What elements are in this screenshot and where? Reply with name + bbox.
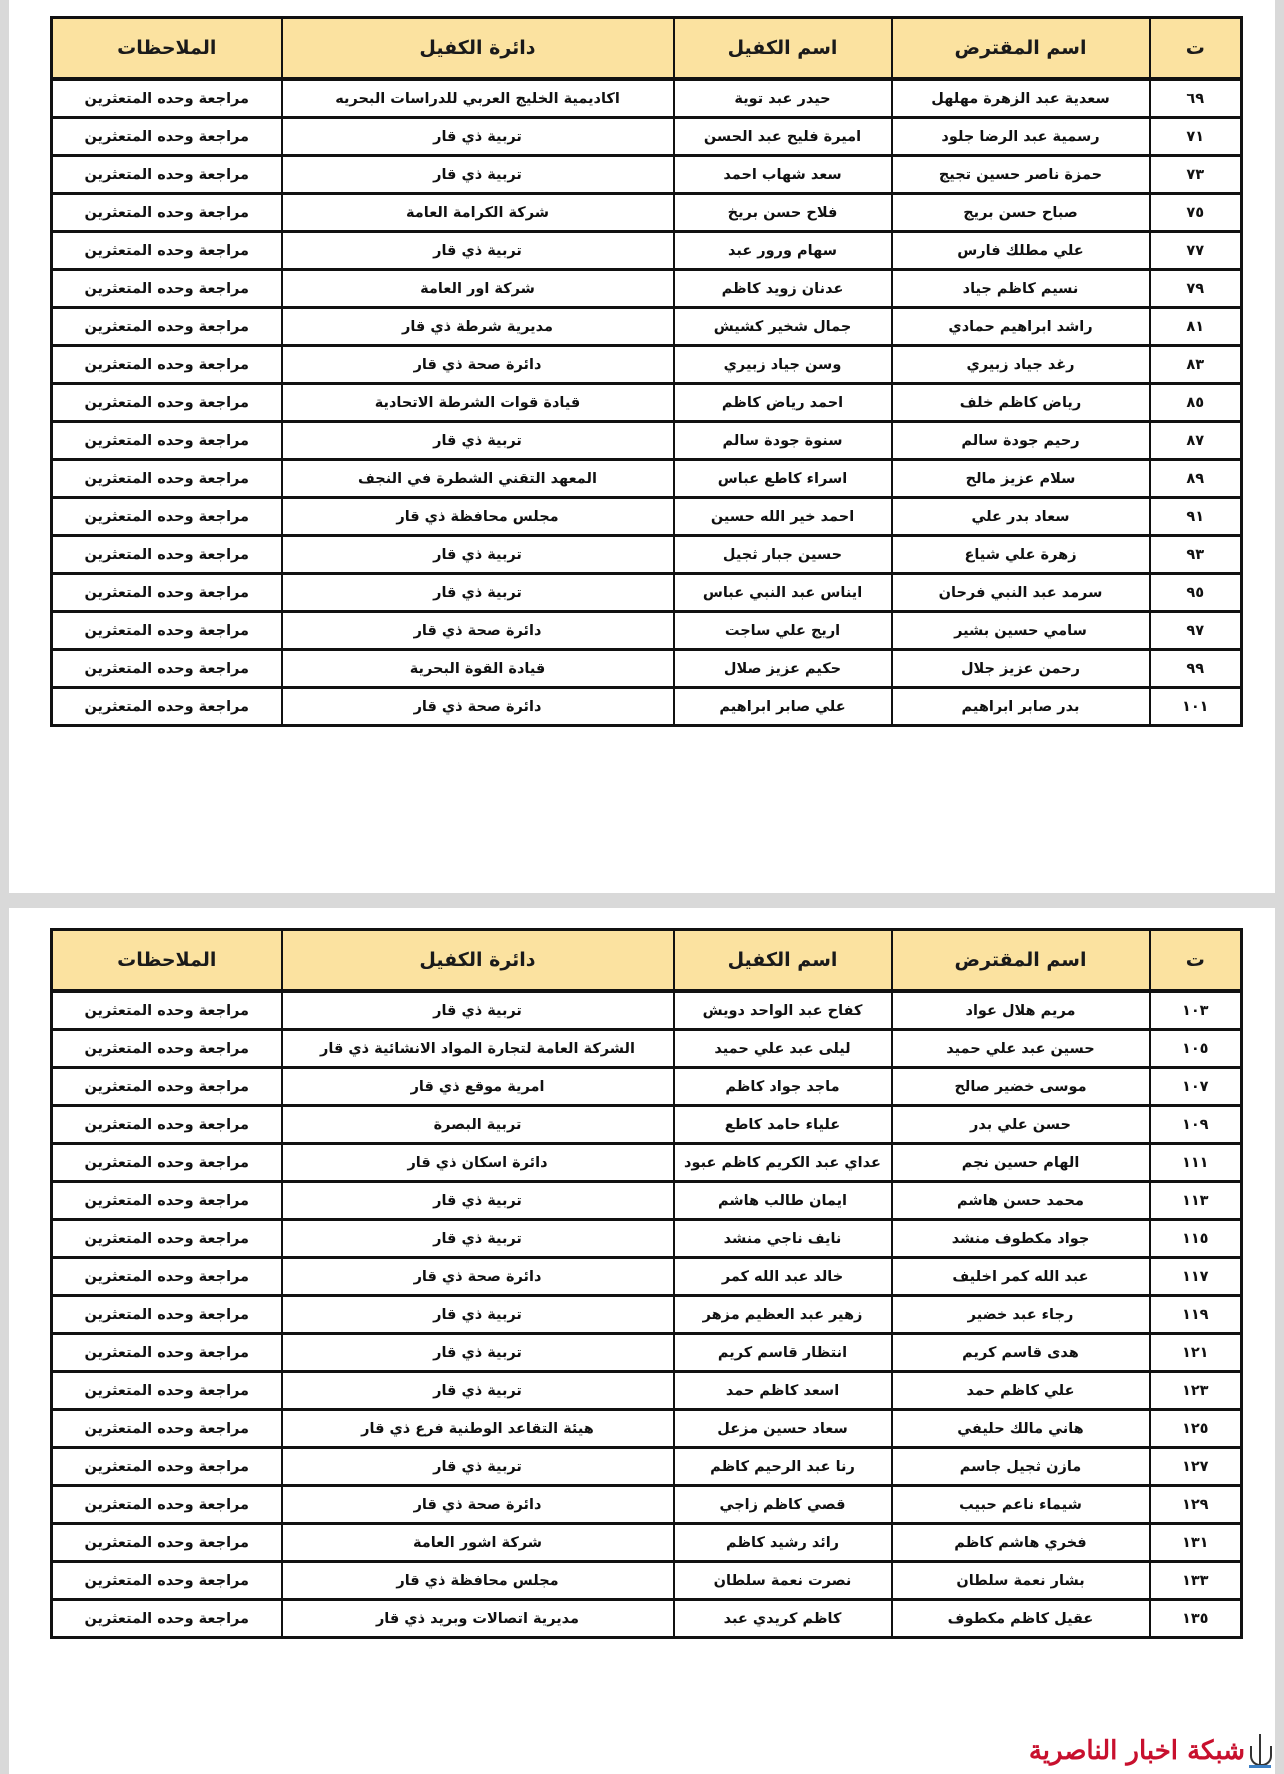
cell-no: ٦٩ xyxy=(1150,79,1242,118)
cell-guarantor-name: علياء حامد كاطع xyxy=(674,1106,892,1144)
table-row xyxy=(52,650,1242,688)
cell-guarantor-department: دائرة صحة ذي قار xyxy=(282,1258,674,1296)
cell-guarantor-name: سعاد حسين مزعل xyxy=(674,1410,892,1448)
cell-guarantor-department: تربية ذي قار xyxy=(282,1296,674,1334)
table-row xyxy=(52,1106,1242,1144)
document-page-1 xyxy=(9,0,1275,893)
cell-notes: مراجعة وحده المتعثرين xyxy=(52,1410,282,1448)
cell-borrower-name: هاني مالك حليفي xyxy=(892,1410,1150,1448)
cell-guarantor-name: ماجد جواد كاظم xyxy=(674,1068,892,1106)
cell-notes: مراجعة وحده المتعثرين xyxy=(52,270,282,308)
cell-guarantor-department: قيادة القوة البحرية xyxy=(282,650,674,688)
cell-notes: مراجعة وحده المتعثرين xyxy=(52,156,282,194)
cell-guarantor-department: شركة اشور العامة xyxy=(282,1524,674,1562)
cell-guarantor-department: امرية موقع ذي قار xyxy=(282,1068,674,1106)
column-header-department: دائرة الكفيل xyxy=(282,930,674,992)
cell-notes: مراجعة وحده المتعثرين xyxy=(52,1524,282,1562)
cell-guarantor-department: شركة اور العامة xyxy=(282,270,674,308)
table-row xyxy=(52,384,1242,422)
cell-guarantor-name: حكيم عزيز صلال xyxy=(674,650,892,688)
cell-guarantor-name: كفاح عبد الواحد دويش xyxy=(674,991,892,1030)
cell-notes: مراجعة وحده المتعثرين xyxy=(52,1144,282,1182)
cell-guarantor-department: تربية ذي قار xyxy=(282,574,674,612)
table-body xyxy=(52,79,1242,726)
cell-no: ١١١ xyxy=(1150,1144,1242,1182)
cell-borrower-name: فخري هاشم كاظم xyxy=(892,1524,1150,1562)
cell-guarantor-department: شركة الكرامة العامة xyxy=(282,194,674,232)
cell-guarantor-department: اكاديمية الخليج العربي للدراسات البحريه xyxy=(282,79,674,118)
cell-guarantor-name: احمد رياض كاظم xyxy=(674,384,892,422)
cell-borrower-name: سامي حسين بشير xyxy=(892,612,1150,650)
cell-guarantor-department: تربية ذي قار xyxy=(282,156,674,194)
cell-no: ١٢٣ xyxy=(1150,1372,1242,1410)
table-row xyxy=(52,194,1242,232)
cell-notes: مراجعة وحده المتعثرين xyxy=(52,991,282,1030)
cell-borrower-name: رياض كاظم خلف xyxy=(892,384,1150,422)
table-row xyxy=(52,1372,1242,1410)
column-header-guarantor: اسم الكفيل xyxy=(674,18,892,80)
cell-borrower-name: رجاء عبد خضير xyxy=(892,1296,1150,1334)
cell-guarantor-name: احمد خير الله حسين xyxy=(674,498,892,536)
borrowers-table-1 xyxy=(50,16,1243,727)
table-row xyxy=(52,498,1242,536)
cell-guarantor-department: تربية ذي قار xyxy=(282,232,674,270)
cell-no: ٧٧ xyxy=(1150,232,1242,270)
table-row xyxy=(52,1296,1242,1334)
table-row xyxy=(52,991,1242,1030)
table-row xyxy=(52,1334,1242,1372)
table-row xyxy=(52,118,1242,156)
cell-guarantor-name: حيدر عبد توية xyxy=(674,79,892,118)
cell-no: ١٠٧ xyxy=(1150,1068,1242,1106)
table-row xyxy=(52,1448,1242,1486)
cell-guarantor-department: تربية ذي قار xyxy=(282,991,674,1030)
cell-no: ١٢٥ xyxy=(1150,1410,1242,1448)
cell-guarantor-name: رنا عبد الرحيم كاظم xyxy=(674,1448,892,1486)
minaret-logo-icon xyxy=(1249,1734,1271,1768)
table-row xyxy=(52,460,1242,498)
cell-no: ١٠٥ xyxy=(1150,1030,1242,1068)
cell-notes: مراجعة وحده المتعثرين xyxy=(52,498,282,536)
column-header-department: دائرة الكفيل xyxy=(282,18,674,80)
cell-notes: مراجعة وحده المتعثرين xyxy=(52,422,282,460)
table-body xyxy=(52,991,1242,1638)
cell-guarantor-name: سهام ورور عبد xyxy=(674,232,892,270)
document-page-2 xyxy=(9,908,1275,1774)
cell-guarantor-department: دائرة صحة ذي قار xyxy=(282,346,674,384)
cell-notes: مراجعة وحده المتعثرين xyxy=(52,1372,282,1410)
table-row xyxy=(52,1220,1242,1258)
table-row xyxy=(52,270,1242,308)
cell-notes: مراجعة وحده المتعثرين xyxy=(52,650,282,688)
cell-guarantor-department: تربية ذي قار xyxy=(282,536,674,574)
cell-notes: مراجعة وحده المتعثرين xyxy=(52,1296,282,1334)
cell-notes: مراجعة وحده المتعثرين xyxy=(52,1258,282,1296)
table-row xyxy=(52,1258,1242,1296)
cell-no: ١٣١ xyxy=(1150,1524,1242,1562)
cell-guarantor-name: قصي كاظم زاجي xyxy=(674,1486,892,1524)
cell-no: ١٣٣ xyxy=(1150,1562,1242,1600)
cell-no: ٩٥ xyxy=(1150,574,1242,612)
table-row xyxy=(52,1524,1242,1562)
cell-guarantor-name: عداي عبد الكريم كاظم عبود xyxy=(674,1144,892,1182)
cell-notes: مراجعة وحده المتعثرين xyxy=(52,1562,282,1600)
cell-notes: مراجعة وحده المتعثرين xyxy=(52,194,282,232)
cell-notes: مراجعة وحده المتعثرين xyxy=(52,536,282,574)
table-row xyxy=(52,232,1242,270)
watermark-text: شبكة اخبار الناصرية xyxy=(1028,1736,1245,1766)
table-row xyxy=(52,422,1242,460)
cell-guarantor-department: تربية ذي قار xyxy=(282,1334,674,1372)
cell-guarantor-name: سعد شهاب احمد xyxy=(674,156,892,194)
cell-guarantor-department: تربية ذي قار xyxy=(282,1372,674,1410)
table-row xyxy=(52,1068,1242,1106)
cell-no: ١٣٥ xyxy=(1150,1600,1242,1638)
cell-notes: مراجعة وحده المتعثرين xyxy=(52,1030,282,1068)
cell-borrower-name: حسين عبد علي حميد xyxy=(892,1030,1150,1068)
table-row xyxy=(52,346,1242,384)
cell-notes: مراجعة وحده المتعثرين xyxy=(52,384,282,422)
cell-borrower-name: جواد مكطوف منشد xyxy=(892,1220,1150,1258)
cell-no: ٨٩ xyxy=(1150,460,1242,498)
cell-notes: مراجعة وحده المتعثرين xyxy=(52,1068,282,1106)
column-header-guarantor: اسم الكفيل xyxy=(674,930,892,992)
cell-guarantor-department: تربية ذي قار xyxy=(282,1182,674,1220)
cell-guarantor-name: حسين جبار ثجيل xyxy=(674,536,892,574)
cell-notes: مراجعة وحده المتعثرين xyxy=(52,1182,282,1220)
cell-guarantor-department: تربية ذي قار xyxy=(282,422,674,460)
cell-guarantor-department: الشركة العامة لتجارة المواد الانشائية ذي قار xyxy=(282,1030,674,1068)
table-row xyxy=(52,308,1242,346)
cell-guarantor-name: كاظم كريدي عبد xyxy=(674,1600,892,1638)
cell-borrower-name: رحمن عزيز جلال xyxy=(892,650,1150,688)
table-row xyxy=(52,612,1242,650)
cell-guarantor-name: وسن جياد زبيري xyxy=(674,346,892,384)
cell-guarantor-department: تربية ذي قار xyxy=(282,1448,674,1486)
table-row xyxy=(52,1486,1242,1524)
cell-notes: مراجعة وحده المتعثرين xyxy=(52,460,282,498)
table-row xyxy=(52,1144,1242,1182)
cell-borrower-name: حمزة ناصر حسين تجيج xyxy=(892,156,1150,194)
cell-guarantor-department: المعهد التقني الشطرة في النجف xyxy=(282,460,674,498)
cell-notes: مراجعة وحده المتعثرين xyxy=(52,1106,282,1144)
column-header-no: ت xyxy=(1150,18,1242,80)
table-row xyxy=(52,156,1242,194)
cell-guarantor-name: علي صابر ابراهيم xyxy=(674,688,892,726)
cell-borrower-name: رسمية عبد الرضا جلود xyxy=(892,118,1150,156)
cell-notes: مراجعة وحده المتعثرين xyxy=(52,232,282,270)
cell-notes: مراجعة وحده المتعثرين xyxy=(52,1486,282,1524)
cell-guarantor-department: قيادة قوات الشرطة الاتحادية xyxy=(282,384,674,422)
cell-borrower-name: مريم هلال عواد xyxy=(892,991,1150,1030)
cell-guarantor-name: اسراء كاطع عباس xyxy=(674,460,892,498)
cell-borrower-name: سرمد عبد النبي فرحان xyxy=(892,574,1150,612)
column-header-borrower: اسم المقترض xyxy=(892,18,1150,80)
cell-guarantor-name: سنوة جودة سالم xyxy=(674,422,892,460)
cell-guarantor-department: مديرية شرطة ذي قار xyxy=(282,308,674,346)
cell-notes: مراجعة وحده المتعثرين xyxy=(52,1600,282,1638)
cell-notes: مراجعة وحده المتعثرين xyxy=(52,612,282,650)
cell-guarantor-name: خالد عبد الله كمر xyxy=(674,1258,892,1296)
table-row xyxy=(52,688,1242,726)
cell-borrower-name: نسيم كاظم جياد xyxy=(892,270,1150,308)
cell-borrower-name: مازن ثجيل جاسم xyxy=(892,1448,1150,1486)
cell-guarantor-name: رائد رشيد كاظم xyxy=(674,1524,892,1562)
cell-no: ١١٥ xyxy=(1150,1220,1242,1258)
cell-borrower-name: رحيم جودة سالم xyxy=(892,422,1150,460)
cell-borrower-name: زهرة علي شياع xyxy=(892,536,1150,574)
cell-guarantor-department: دائرة صحة ذي قار xyxy=(282,688,674,726)
cell-no: ٨٧ xyxy=(1150,422,1242,460)
cell-notes: مراجعة وحده المتعثرين xyxy=(52,574,282,612)
cell-guarantor-name: ليلى عبد علي حميد xyxy=(674,1030,892,1068)
cell-no: ٨٣ xyxy=(1150,346,1242,384)
cell-no: ٧٥ xyxy=(1150,194,1242,232)
column-header-notes: الملاحظات xyxy=(52,930,282,992)
cell-borrower-name: عبد الله كمر اخليف xyxy=(892,1258,1150,1296)
cell-notes: مراجعة وحده المتعثرين xyxy=(52,308,282,346)
cell-guarantor-name: عدنان زويد كاظم xyxy=(674,270,892,308)
borrowers-table-2 xyxy=(50,928,1243,1639)
cell-guarantor-name: جمال شخير كشيش xyxy=(674,308,892,346)
table-row xyxy=(52,1562,1242,1600)
table-row xyxy=(52,1600,1242,1638)
cell-no: ١٠٣ xyxy=(1150,991,1242,1030)
cell-no: ١١٣ xyxy=(1150,1182,1242,1220)
table-header-row xyxy=(52,18,1242,80)
table-header-row xyxy=(52,930,1242,992)
cell-guarantor-name: نصرت نعمة سلطان xyxy=(674,1562,892,1600)
cell-borrower-name: حسن علي بدر xyxy=(892,1106,1150,1144)
cell-no: ٩٧ xyxy=(1150,612,1242,650)
table-row xyxy=(52,1182,1242,1220)
table-row xyxy=(52,79,1242,118)
cell-guarantor-name: ايمان طالب هاشم xyxy=(674,1182,892,1220)
cell-borrower-name: الهام حسين نجم xyxy=(892,1144,1150,1182)
table-row xyxy=(52,1030,1242,1068)
cell-borrower-name: علي مطلك فارس xyxy=(892,232,1150,270)
cell-no: ٧١ xyxy=(1150,118,1242,156)
cell-borrower-name: راشد ابراهيم حمادي xyxy=(892,308,1150,346)
cell-borrower-name: صباح حسن بريج xyxy=(892,194,1150,232)
cell-borrower-name: سعاد بدر علي xyxy=(892,498,1150,536)
cell-no: ١٢٩ xyxy=(1150,1486,1242,1524)
cell-guarantor-department: دائرة اسكان ذي قار xyxy=(282,1144,674,1182)
cell-notes: مراجعة وحده المتعثرين xyxy=(52,1334,282,1372)
cell-no: ١١٧ xyxy=(1150,1258,1242,1296)
cell-borrower-name: بشار نعمة سلطان xyxy=(892,1562,1150,1600)
cell-guarantor-name: فلاح حسن بريخ xyxy=(674,194,892,232)
cell-no: ١١٩ xyxy=(1150,1296,1242,1334)
cell-borrower-name: محمد حسن هاشم xyxy=(892,1182,1150,1220)
cell-guarantor-department: مجلس محافظة ذي قار xyxy=(282,1562,674,1600)
cell-no: ٩١ xyxy=(1150,498,1242,536)
cell-no: ١٢١ xyxy=(1150,1334,1242,1372)
cell-guarantor-name: انتظار قاسم كريم xyxy=(674,1334,892,1372)
cell-guarantor-department: تربية ذي قار xyxy=(282,1220,674,1258)
table-row xyxy=(52,1410,1242,1448)
cell-guarantor-name: نايف ناجي منشد xyxy=(674,1220,892,1258)
cell-borrower-name: شيماء ناعم حبيب xyxy=(892,1486,1150,1524)
cell-borrower-name: رغد جياد زبيري xyxy=(892,346,1150,384)
cell-notes: مراجعة وحده المتعثرين xyxy=(52,79,282,118)
cell-borrower-name: سلام عزيز مالح xyxy=(892,460,1150,498)
cell-guarantor-name: اميرة فليح عبد الحسن xyxy=(674,118,892,156)
cell-no: ١٠٩ xyxy=(1150,1106,1242,1144)
cell-guarantor-name: اريج علي ساجت xyxy=(674,612,892,650)
cell-no: ٧٣ xyxy=(1150,156,1242,194)
watermark xyxy=(1029,1734,1271,1768)
cell-guarantor-name: ايناس عبد النبي عباس xyxy=(674,574,892,612)
cell-no: ١٠١ xyxy=(1150,688,1242,726)
cell-borrower-name: موسى خضير صالح xyxy=(892,1068,1150,1106)
table-row xyxy=(52,574,1242,612)
cell-borrower-name: عقيل كاظم مكطوف xyxy=(892,1600,1150,1638)
table-row xyxy=(52,536,1242,574)
cell-guarantor-name: زهير عبد العظيم مزهر xyxy=(674,1296,892,1334)
cell-guarantor-name: اسعد كاظم حمد xyxy=(674,1372,892,1410)
cell-borrower-name: بدر صابر ابراهيم xyxy=(892,688,1150,726)
column-header-borrower: اسم المقترض xyxy=(892,930,1150,992)
cell-guarantor-department: مجلس محافظة ذي قار xyxy=(282,498,674,536)
cell-guarantor-department: دائرة صحة ذي قار xyxy=(282,1486,674,1524)
cell-no: ٧٩ xyxy=(1150,270,1242,308)
cell-guarantor-department: تربية البصرة xyxy=(282,1106,674,1144)
cell-borrower-name: سعدية عبد الزهرة مهلهل xyxy=(892,79,1150,118)
cell-no: ٩٩ xyxy=(1150,650,1242,688)
cell-guarantor-department: دائرة صحة ذي قار xyxy=(282,612,674,650)
cell-notes: مراجعة وحده المتعثرين xyxy=(52,346,282,384)
column-header-notes: الملاحظات xyxy=(52,18,282,80)
cell-no: ١٢٧ xyxy=(1150,1448,1242,1486)
cell-no: ٩٣ xyxy=(1150,536,1242,574)
cell-borrower-name: علي كاظم حمد xyxy=(892,1372,1150,1410)
cell-guarantor-department: تربية ذي قار xyxy=(282,118,674,156)
cell-no: ٨٥ xyxy=(1150,384,1242,422)
cell-notes: مراجعة وحده المتعثرين xyxy=(52,688,282,726)
cell-borrower-name: هدى قاسم كريم xyxy=(892,1334,1150,1372)
cell-guarantor-department: مديرية اتصالات وبريد ذي قار xyxy=(282,1600,674,1638)
cell-guarantor-department: هيئة التقاعد الوطنية فرع ذي قار xyxy=(282,1410,674,1448)
cell-no: ٨١ xyxy=(1150,308,1242,346)
cell-notes: مراجعة وحده المتعثرين xyxy=(52,118,282,156)
cell-notes: مراجعة وحده المتعثرين xyxy=(52,1220,282,1258)
column-header-no: ت xyxy=(1150,930,1242,992)
cell-notes: مراجعة وحده المتعثرين xyxy=(52,1448,282,1486)
